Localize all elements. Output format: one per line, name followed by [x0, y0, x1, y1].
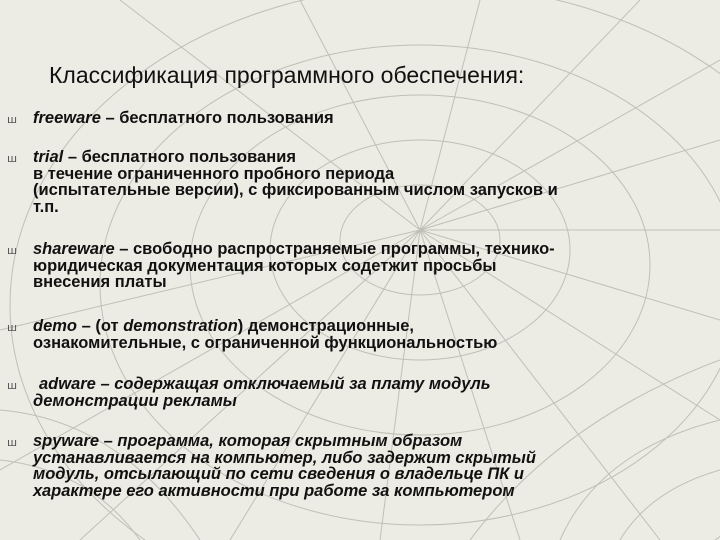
bullet-icon: ш — [7, 152, 18, 165]
bullet-icon: ш — [7, 379, 18, 392]
bullet-icon: ш — [7, 244, 18, 257]
slide-title: Классификация программного обеспечения: — [49, 62, 525, 88]
bullet-icon: ш — [7, 436, 18, 449]
bullet-icon: ш — [7, 113, 18, 126]
bullet-icon: ш — [7, 321, 18, 334]
slide: Классификация программного обеспечения: ш freeware – бесплатного пользования ш trial – бесплатного пользования в течение ограниченного пробного периода (испытательные версии), с фиксированным числом запусков и т.п. ш shareware – свободно распространяемые программы, технико- юридическая документация которых содетжит просьбы внесения платы ш demo – (от demonstration) демонстрационные, ознакомительные, с ограниченной функциональностью ш adware – содержащая отключаемый за плату модуль демонстрации рекламы ш spyware – программа, которая скрытным образом устанавливается на компьютер, либо задержит скрытый модуль, отсылающий по сети сведения о владельце ПК и характере его активности при работе за компьютером — [0, 0, 720, 540]
